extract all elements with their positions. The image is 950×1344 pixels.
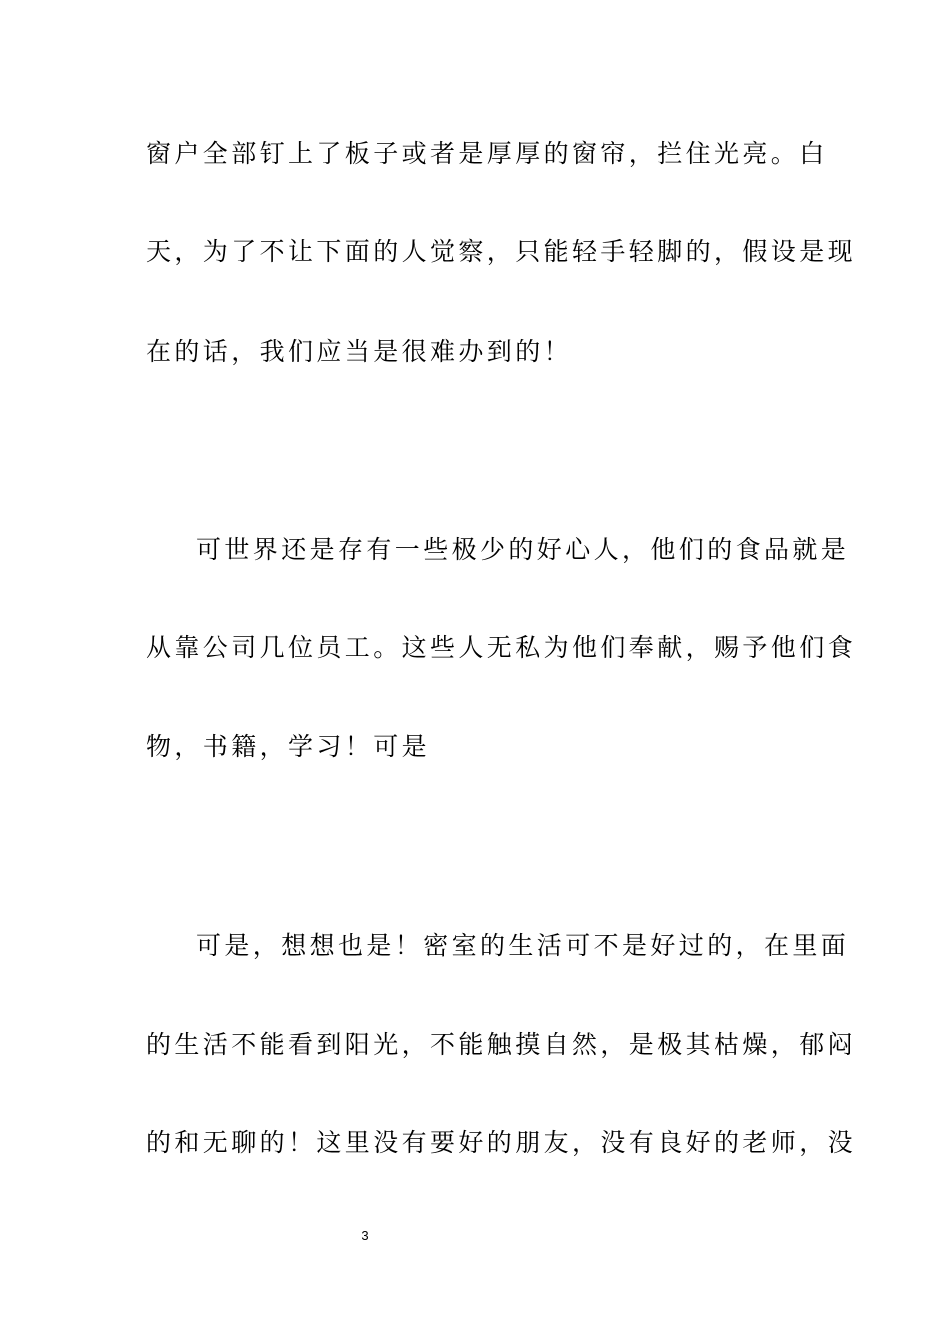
paragraph-1-line-2: 天，为了不让下面的人觉察，只能轻手轻脚的，假设是现 [146, 237, 857, 266]
paragraph-1-line-3: 在的话，我们应当是很难办到的！ [146, 337, 573, 366]
page-number: 3 [361, 1228, 369, 1243]
paragraph-3-line-1: 可是，想想也是！密室的生活可不是好过的，在里面 [196, 931, 850, 960]
paragraph-3-line-2: 的生活不能看到阳光，不能触摸自然，是极其枯燥，郁闷 [146, 1030, 857, 1059]
paragraph-3-line-3: 的和无聊的！这里没有要好的朋友，没有良好的老师，没 [146, 1128, 857, 1157]
paragraph-2-line-3: 物，书籍，学习！可是 [146, 732, 431, 761]
paragraph-1-line-1: 窗户全部钉上了板子或者是厚厚的窗帘，拦住光亮。白 [146, 139, 828, 168]
paragraph-2-line-1: 可世界还是存有一些极少的好心人，他们的食品就是 [196, 535, 850, 564]
paragraph-2-line-2: 从靠公司几位员工。这些人无私为他们奉献，赐予他们食 [146, 633, 857, 662]
